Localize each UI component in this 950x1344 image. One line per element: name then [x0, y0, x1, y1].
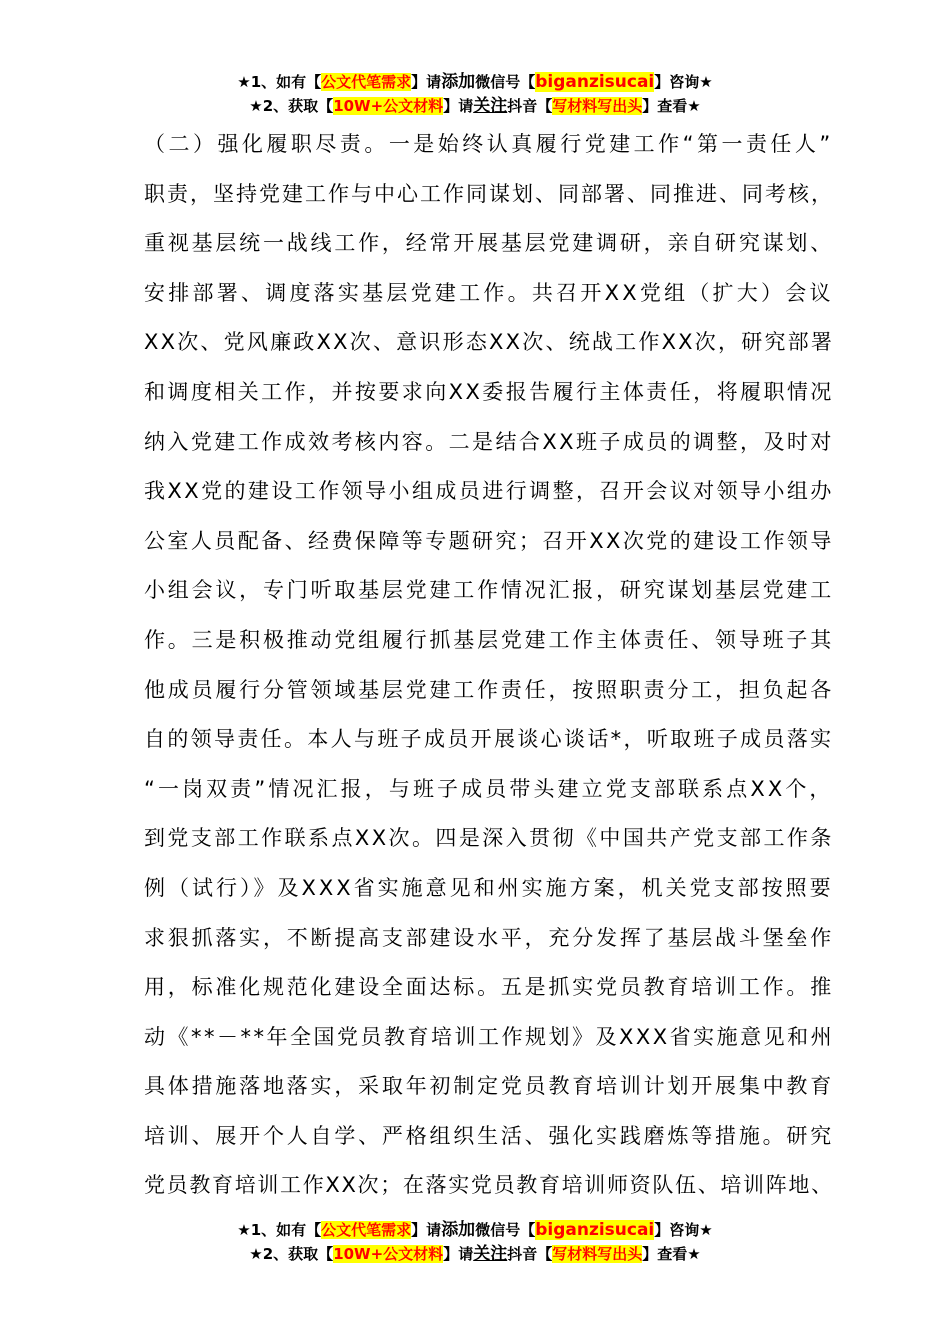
body-line: 具体措施落地落实，采取年初制定党员教育培训计划开展集中教育	[144, 1074, 834, 1099]
banner-line-1-emphasis: 添加	[441, 72, 476, 92]
document-body	[144, 120, 834, 1211]
banner-line-2-mid-2: 抖音【	[507, 97, 553, 115]
footer-banner	[0, 1218, 950, 1266]
body-line: 重视基层统一战线工作，经常开展基层党建调研，亲自研究谋划、	[144, 231, 834, 256]
header-banner	[0, 70, 950, 118]
banner-line-1-mid-2: 微信号【	[475, 73, 536, 91]
body-line: 他成员履行分管领域基层党建工作责任，按照职责分工，担负起各	[144, 677, 834, 702]
body-line: XX次、党风廉政XX次、意识形态XX次、统战工作XX次，研究部署	[144, 330, 834, 355]
body-line: 到党支部工作联系点XX次。四是深入贯彻《中国共产党支部工作条	[144, 826, 834, 851]
banner-line-2-mid-1: 】请	[443, 1245, 474, 1263]
body-line: 纳入党建工作成效考核内容。二是结合XX班子成员的调整，及时对	[144, 429, 834, 454]
banner-line-1-prefix: ★1、如有【	[237, 73, 322, 91]
banner-line-1-prefix: ★1、如有【	[237, 1221, 322, 1239]
banner-line-2-prefix: ★2、获取【	[249, 1245, 334, 1263]
banner-line-1-highlight-2: biganzisucai	[535, 72, 655, 92]
body-line: “一岗双责”情况汇报，与班子成员带头建立党支部联系点XX个，	[144, 776, 834, 801]
body-line: 求狠抓落实，不断提高支部建设水平，充分发挥了基层战斗堡垒作	[144, 925, 834, 950]
body-line: 培训、展开个人自学、严格组织生活、强化实践磨炼等措施。研究	[144, 1123, 834, 1148]
body-line: 自的领导责任。本人与班子成员开展谈心谈话*，听取班子成员落实	[144, 727, 834, 752]
body-line: 党员教育培训工作XX次；在落实党员教育培训师资队伍、培训阵地、	[144, 1173, 834, 1198]
banner-line-1-highlight-2: biganzisucai	[535, 1220, 655, 1240]
banner-line-1-mid-1: 】请	[411, 1221, 442, 1239]
banner-line-1	[0, 70, 950, 94]
body-line: 作。三是积极推动党组履行抓基层党建工作主体责任、领导班子其	[144, 627, 834, 652]
body-line: 小组会议，专门听取基层党建工作情况汇报，研究谋划基层党建工	[144, 578, 834, 603]
banner-line-1-suffix: 】咨询★	[654, 1221, 713, 1239]
banner-line-2-highlight-2: 写材料写出头	[552, 1245, 643, 1263]
banner-line-2-mid-2: 抖音【	[507, 1245, 553, 1263]
banner-line-2-suffix: 】查看★	[642, 97, 701, 115]
banner-line-1	[0, 1218, 950, 1242]
banner-line-2-suffix: 】查看★	[642, 1245, 701, 1263]
banner-line-1-mid-1: 】请	[411, 73, 442, 91]
body-line: 例（试行）》及XXX省实施意见和州实施方案，机关党支部按照要	[144, 875, 834, 900]
body-line: 用，标准化规范化建设全面达标。五是抓实党员教育培训工作。推	[144, 975, 834, 1000]
banner-line-2-emphasis: 关注	[473, 96, 508, 116]
body-line: 和调度相关工作，并按要求向XX委报告履行主体责任，将履职情况	[144, 379, 834, 404]
banner-line-2	[0, 1242, 950, 1266]
body-line: 安排部署、调度落实基层党建工作。共召开XX党组（扩大）会议	[144, 280, 834, 305]
banner-line-2-prefix: ★2、获取【	[249, 97, 334, 115]
banner-line-2	[0, 94, 950, 118]
banner-line-1-highlight-1: 公文代笔需求	[321, 73, 412, 91]
body-line: 公室人员配备、经费保障等专题研究；召开XX次党的建设工作领导	[144, 528, 834, 553]
body-line: （二）强化履职尽责。一是始终认真履行党建工作“第一责任人”	[144, 132, 834, 156]
banner-line-1-mid-2: 微信号【	[475, 1221, 536, 1239]
banner-line-2-highlight-2: 写材料写出头	[552, 97, 643, 115]
banner-line-1-highlight-1: 公文代笔需求	[321, 1221, 412, 1239]
body-line: 动《**－**年全国党员教育培训工作规划》及XXX省实施意见和州	[144, 1024, 834, 1049]
banner-line-2-highlight-1: 10W+公文材料	[333, 97, 444, 115]
banner-line-2-mid-1: 】请	[443, 97, 474, 115]
banner-line-2-highlight-1: 10W+公文材料	[333, 1245, 444, 1263]
banner-line-2-emphasis: 关注	[473, 1244, 508, 1264]
banner-line-1-emphasis: 添加	[441, 1220, 476, 1240]
banner-line-1-suffix: 】咨询★	[654, 73, 713, 91]
body-line: 职责，坚持党建工作与中心工作同谋划、同部署、同推进、同考核，	[144, 181, 834, 206]
body-line: 我XX党的建设工作领导小组成员进行调整，召开会议对领导小组办	[144, 479, 834, 504]
